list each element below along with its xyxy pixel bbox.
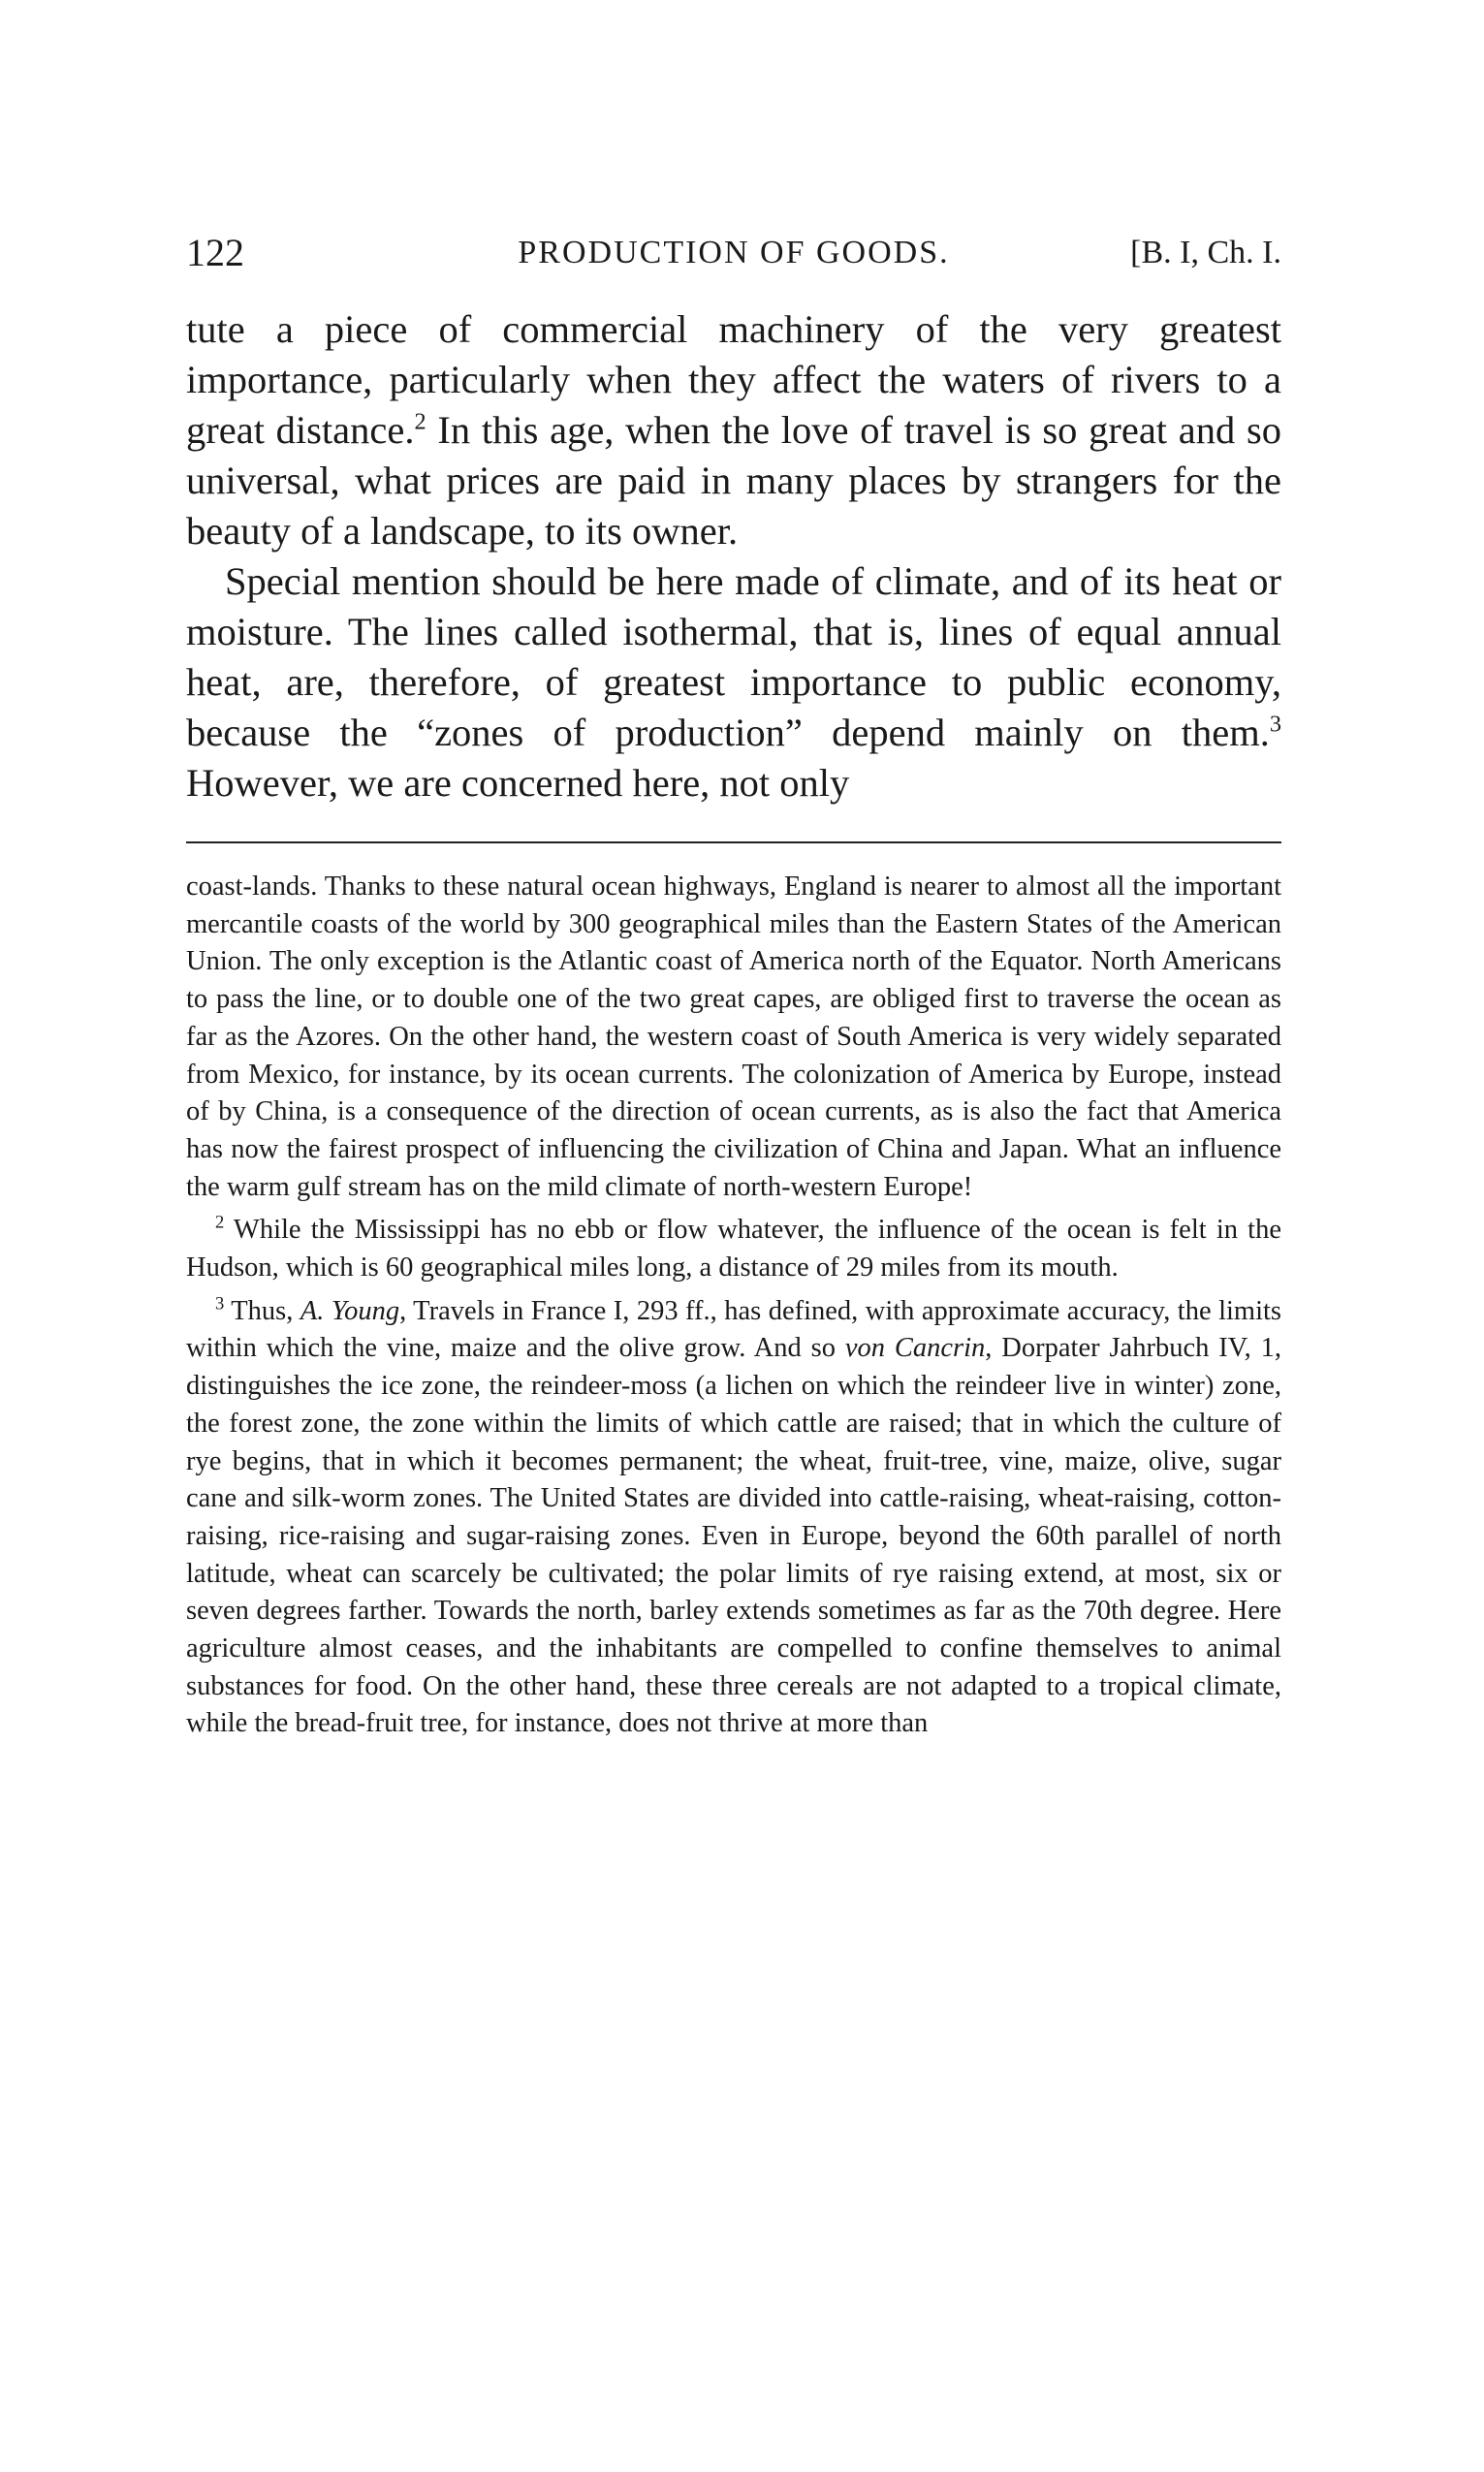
paragraph-2-text-b: However, we are concerned here, not only <box>186 761 850 805</box>
footnote-3-text-b: , Travels in France I, 293 ff., has defined, with approximate accuracy, the limits within which the vine, maize and the olive grow. And so <box>186 1295 1282 1364</box>
footnote-3-author-young: A. Young <box>300 1295 400 1326</box>
footnote-2-text: While the Mississippi has no ebb or flow whatever, the influence of the ocean is felt in the Hudson, which is 60 geographical miles long, a distance of 29 miles from its mouth. <box>186 1215 1281 1284</box>
footnote-continuation: coast-lands. Thanks to these natural ocean highways, England is nearer to almost all the important mercantile coasts of the world by 300 geographical miles than the Eastern States of the American Union. The only exception is the Atlantic coast of America north of the Equator. North Americans to pass the line, or to double one of the two great capes, are obliged first to traverse the ocean as far as the Azores. On the other hand, the western coast of South America is very widely separated from Mexico, for instance, by its ocean currents. The colonization of America by Europe, instead of by China, is a consequence of the direction of ocean currents, as is also the fact that America has now the fairest prospect of influencing the civilization of China and Japan. What an influence the warm gulf stream has on the mild climate of north-western Europe! <box>186 872 1281 1202</box>
running-head <box>186 229 1281 277</box>
chapter-reference: [B. I, Ch. I. <box>1130 235 1281 270</box>
footnote-3 <box>186 1293 1281 1743</box>
footnote-2-marker: 2 <box>215 1212 225 1233</box>
footnote-divider <box>186 841 1281 843</box>
paragraph-1-text-a: tute a piece of commercial machinery of the very greatest importance, particularly when they affect the waters of rivers to a great distance. <box>186 307 1281 452</box>
paragraph-1-text-b: In this age, when the love of travel is so great and so universal, what prices are paid in many places by strangers for the beauty of a landscape, to its owner. <box>186 408 1282 553</box>
footnote-3-marker: 3 <box>215 1293 225 1315</box>
footnote-2 <box>186 1212 1281 1286</box>
page-number: 122 <box>186 231 244 274</box>
footnotes <box>186 869 1281 1743</box>
paragraph-1 <box>186 304 1281 556</box>
paragraph-2-text-a: Special mention should be here made of climate, and of its heat or moisture. The lines called isothermal, that is, lines of equal annual heat, are, therefore, of greatest importance to public economy, because the “zones of production” depend mainly on them. <box>186 559 1281 754</box>
main-text <box>186 304 1281 808</box>
footnote-3-author-cancrin: von Cancrin <box>844 1333 986 1364</box>
running-title: PRODUCTION OF GOODS. <box>518 235 950 270</box>
footnote-3-text-c: , Dorpater Jahrbuch IV, 1, distinguishes the ice zone, the reindeer-moss (a lichen on which the reindeer live in winter) zone, the forest zone, the zone within the limits of which cattle are raised; that in which the culture of rye begins, that in which it becomes permanent; the wheat, fruit-tree, vine, maize, olive, sugar cane and silk-worm zones. The United States are divided into cattle-raising, wheat-raising, cotton-raising, rice-raising and sugar-raising zones. Even in Europe, beyond the 60th parallel of north latitude, wheat can scarcely be cultivated; the polar limits of rye raising extend, at most, six or seven degrees farther. Towards the north, barley extends sometimes as far as the 70th degree. Here agriculture almost ceases, and the inhabitants are compelled to confine themselves to animal substances for food. On the other hand, these three cereals are not adapted to a tropical climate, while the bread-fruit tree, for instance, does not thrive at more than <box>186 1333 1281 1739</box>
book-page <box>186 229 1281 1743</box>
paragraph-2 <box>186 556 1281 808</box>
footnote-ref-2: 2 <box>414 408 426 435</box>
footnote-ref-3: 3 <box>1269 711 1281 738</box>
footnote-3-text-a: Thus, <box>231 1295 300 1326</box>
